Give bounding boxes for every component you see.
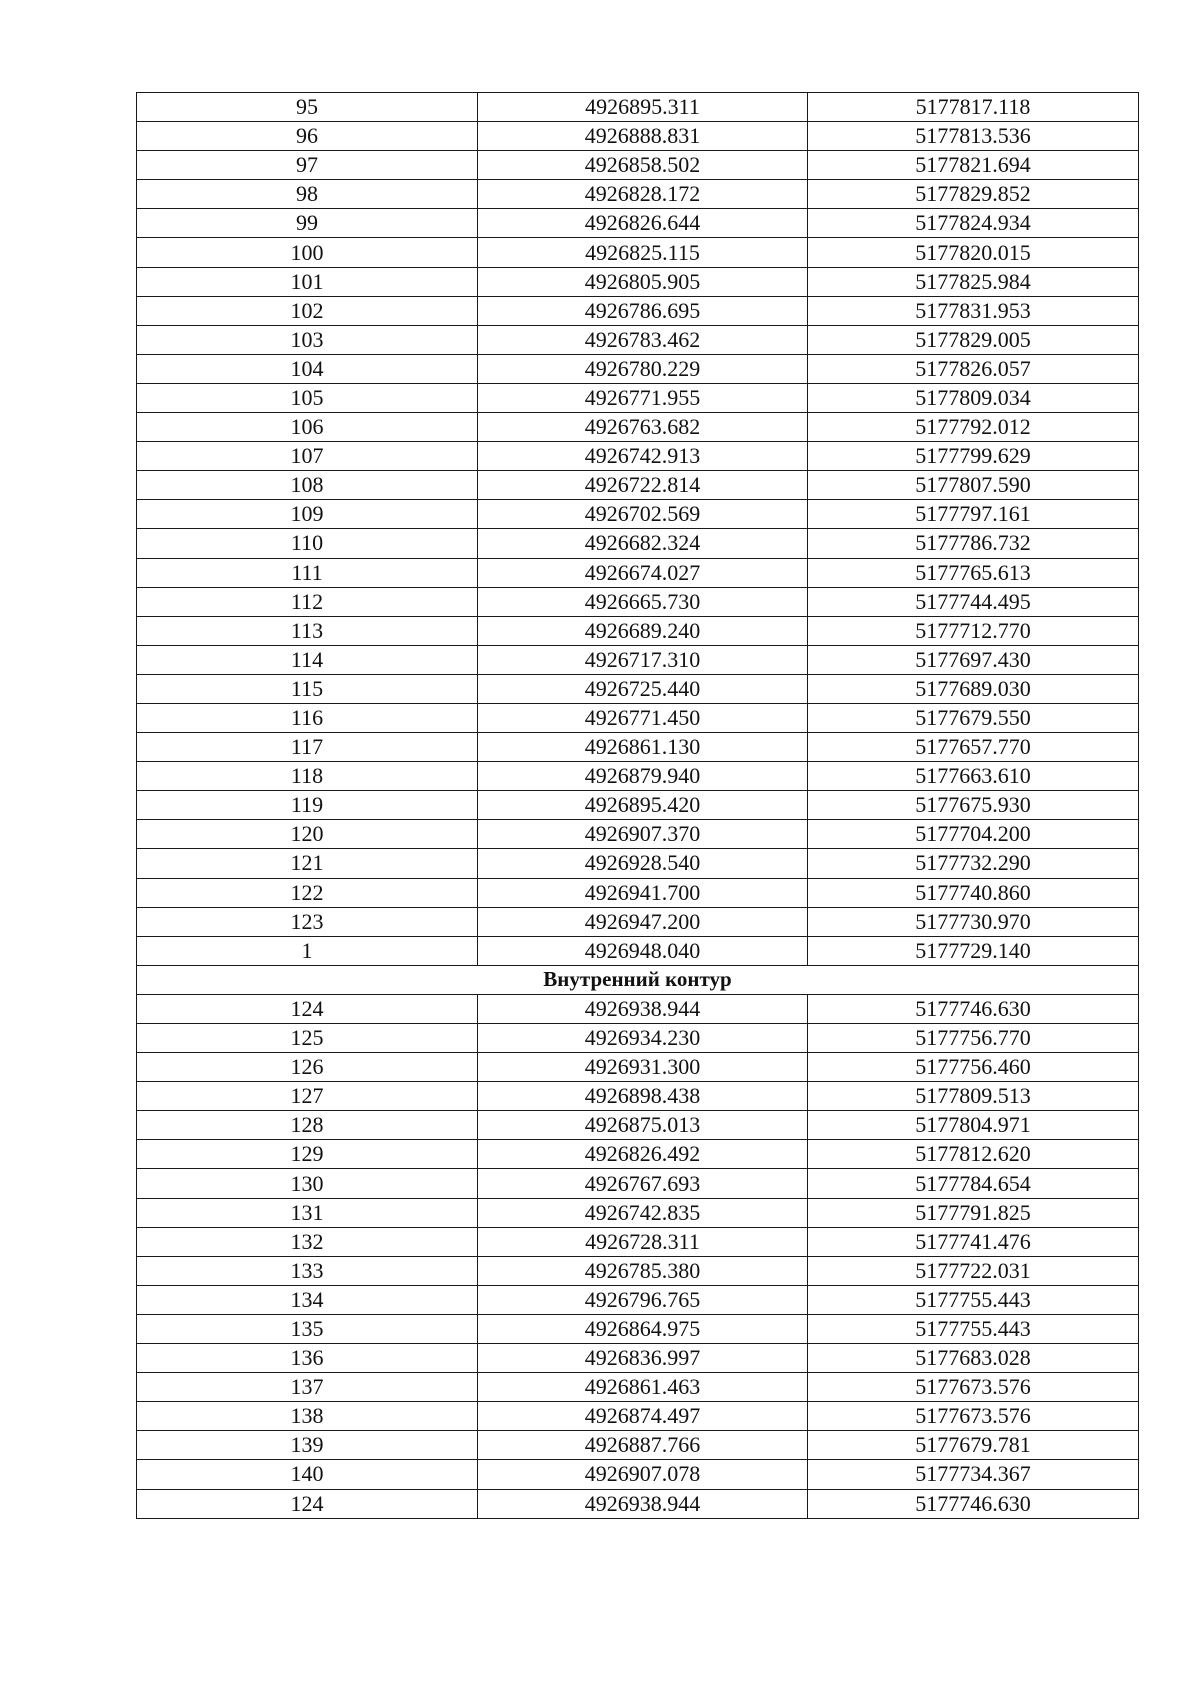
table-row: [137, 413, 1139, 442]
table-row: [137, 1460, 1139, 1489]
y-coordinate-cell: 5177820.015: [808, 238, 1139, 267]
point-number-cell: 117: [137, 733, 478, 762]
y-coordinate-cell: 5177817.118: [808, 93, 1139, 122]
table-row: [137, 180, 1139, 209]
point-number-cell: 128: [137, 1111, 478, 1140]
table-row: [137, 209, 1139, 238]
x-coordinate-cell: 4926887.766: [478, 1431, 808, 1460]
x-coordinate-cell: 4926898.438: [478, 1082, 808, 1111]
point-number-cell: 124: [137, 994, 478, 1023]
y-coordinate-cell: 5177797.161: [808, 500, 1139, 529]
section-title: Внутренний контур: [137, 965, 1139, 994]
y-coordinate-cell: 5177799.629: [808, 442, 1139, 471]
table-row: [137, 1140, 1139, 1169]
x-coordinate-cell: 4926763.682: [478, 413, 808, 442]
table-row: [137, 500, 1139, 529]
point-number-cell: 99: [137, 209, 478, 238]
x-coordinate-cell: 4926665.730: [478, 587, 808, 616]
table-row: [137, 558, 1139, 587]
point-number-cell: 129: [137, 1140, 478, 1169]
point-number-cell: 101: [137, 267, 478, 296]
y-coordinate-cell: 5177829.005: [808, 325, 1139, 354]
table-row: [137, 616, 1139, 645]
point-number-cell: 140: [137, 1460, 478, 1489]
y-coordinate-cell: 5177756.770: [808, 1024, 1139, 1053]
x-coordinate-cell: 4926941.700: [478, 878, 808, 907]
table-row: [137, 325, 1139, 354]
y-coordinate-cell: 5177791.825: [808, 1198, 1139, 1227]
x-coordinate-cell: 4926826.492: [478, 1140, 808, 1169]
table-row: [137, 1285, 1139, 1314]
x-coordinate-cell: 4926786.695: [478, 296, 808, 325]
table-row: [137, 93, 1139, 122]
table-row: [137, 587, 1139, 616]
table-row: [137, 674, 1139, 703]
table-row: [137, 762, 1139, 791]
x-coordinate-cell: 4926907.370: [478, 820, 808, 849]
point-number-cell: 100: [137, 238, 478, 267]
table-row: [137, 238, 1139, 267]
point-number-cell: 127: [137, 1082, 478, 1111]
y-coordinate-cell: 5177657.770: [808, 733, 1139, 762]
table-row: [137, 1314, 1139, 1343]
table-row: [137, 994, 1139, 1023]
point-number-cell: 113: [137, 616, 478, 645]
point-number-cell: 132: [137, 1227, 478, 1256]
table-row: [137, 383, 1139, 412]
point-number-cell: 138: [137, 1402, 478, 1431]
y-coordinate-cell: 5177826.057: [808, 354, 1139, 383]
table-row: [137, 1373, 1139, 1402]
table-row: [137, 791, 1139, 820]
point-number-cell: 139: [137, 1431, 478, 1460]
point-number-cell: 133: [137, 1256, 478, 1285]
x-coordinate-cell: 4926895.420: [478, 791, 808, 820]
point-number-cell: 134: [137, 1285, 478, 1314]
table-row: [137, 1431, 1139, 1460]
point-number-cell: 123: [137, 907, 478, 936]
x-coordinate-cell: 4926931.300: [478, 1053, 808, 1082]
y-coordinate-cell: 5177675.930: [808, 791, 1139, 820]
x-coordinate-cell: 4926938.944: [478, 1489, 808, 1518]
x-coordinate-cell: 4926858.502: [478, 151, 808, 180]
y-coordinate-cell: 5177746.630: [808, 994, 1139, 1023]
point-number-cell: 112: [137, 587, 478, 616]
x-coordinate-cell: 4926825.115: [478, 238, 808, 267]
x-coordinate-cell: 4926767.693: [478, 1169, 808, 1198]
point-number-cell: 135: [137, 1314, 478, 1343]
coordinates-table-body: [137, 93, 1139, 1519]
table-row: [137, 1489, 1139, 1518]
y-coordinate-cell: 5177729.140: [808, 936, 1139, 965]
table-row: [137, 849, 1139, 878]
y-coordinate-cell: 5177784.654: [808, 1169, 1139, 1198]
table-row: [137, 471, 1139, 500]
y-coordinate-cell: 5177732.290: [808, 849, 1139, 878]
y-coordinate-cell: 5177755.443: [808, 1285, 1139, 1314]
x-coordinate-cell: 4926826.644: [478, 209, 808, 238]
y-coordinate-cell: 5177722.031: [808, 1256, 1139, 1285]
point-number-cell: 105: [137, 383, 478, 412]
y-coordinate-cell: 5177689.030: [808, 674, 1139, 703]
point-number-cell: 121: [137, 849, 478, 878]
y-coordinate-cell: 5177792.012: [808, 413, 1139, 442]
point-number-cell: 103: [137, 325, 478, 354]
x-coordinate-cell: 4926895.311: [478, 93, 808, 122]
table-row: [137, 733, 1139, 762]
y-coordinate-cell: 5177829.852: [808, 180, 1139, 209]
table-row: [137, 354, 1139, 383]
point-number-cell: 107: [137, 442, 478, 471]
y-coordinate-cell: 5177813.536: [808, 122, 1139, 151]
y-coordinate-cell: 5177809.513: [808, 1082, 1139, 1111]
y-coordinate-cell: 5177679.550: [808, 703, 1139, 732]
table-row: [137, 820, 1139, 849]
y-coordinate-cell: 5177765.613: [808, 558, 1139, 587]
y-coordinate-cell: 5177809.034: [808, 383, 1139, 412]
x-coordinate-cell: 4926828.172: [478, 180, 808, 209]
table-row: [137, 442, 1139, 471]
table-row: [137, 1344, 1139, 1373]
table-row: [137, 267, 1139, 296]
x-coordinate-cell: 4926928.540: [478, 849, 808, 878]
x-coordinate-cell: 4926783.462: [478, 325, 808, 354]
point-number-cell: 97: [137, 151, 478, 180]
x-coordinate-cell: 4926771.450: [478, 703, 808, 732]
y-coordinate-cell: 5177741.476: [808, 1227, 1139, 1256]
y-coordinate-cell: 5177673.576: [808, 1373, 1139, 1402]
x-coordinate-cell: 4926728.311: [478, 1227, 808, 1256]
section-header-row: [137, 965, 1139, 994]
table-row: [137, 1169, 1139, 1198]
x-coordinate-cell: 4926874.497: [478, 1402, 808, 1431]
point-number-cell: 119: [137, 791, 478, 820]
y-coordinate-cell: 5177821.694: [808, 151, 1139, 180]
point-number-cell: 110: [137, 529, 478, 558]
x-coordinate-cell: 4926861.463: [478, 1373, 808, 1402]
y-coordinate-cell: 5177812.620: [808, 1140, 1139, 1169]
x-coordinate-cell: 4926836.997: [478, 1344, 808, 1373]
point-number-cell: 95: [137, 93, 478, 122]
x-coordinate-cell: 4926934.230: [478, 1024, 808, 1053]
table-row: [137, 1198, 1139, 1227]
x-coordinate-cell: 4926780.229: [478, 354, 808, 383]
x-coordinate-cell: 4926742.835: [478, 1198, 808, 1227]
point-number-cell: 104: [137, 354, 478, 383]
point-number-cell: 122: [137, 878, 478, 907]
x-coordinate-cell: 4926805.905: [478, 267, 808, 296]
table-row: [137, 1024, 1139, 1053]
x-coordinate-cell: 4926722.814: [478, 471, 808, 500]
y-coordinate-cell: 5177744.495: [808, 587, 1139, 616]
point-number-cell: 1: [137, 936, 478, 965]
x-coordinate-cell: 4926682.324: [478, 529, 808, 558]
y-coordinate-cell: 5177712.770: [808, 616, 1139, 645]
point-number-cell: 137: [137, 1373, 478, 1402]
point-number-cell: 136: [137, 1344, 478, 1373]
table-row: [137, 878, 1139, 907]
point-number-cell: 115: [137, 674, 478, 703]
y-coordinate-cell: 5177663.610: [808, 762, 1139, 791]
x-coordinate-cell: 4926864.975: [478, 1314, 808, 1343]
point-number-cell: 116: [137, 703, 478, 732]
point-number-cell: 109: [137, 500, 478, 529]
point-number-cell: 114: [137, 645, 478, 674]
x-coordinate-cell: 4926785.380: [478, 1256, 808, 1285]
x-coordinate-cell: 4926875.013: [478, 1111, 808, 1140]
x-coordinate-cell: 4926674.027: [478, 558, 808, 587]
table-row: [137, 1227, 1139, 1256]
point-number-cell: 125: [137, 1024, 478, 1053]
point-number-cell: 118: [137, 762, 478, 791]
table-row: [137, 907, 1139, 936]
table-row: [137, 151, 1139, 180]
y-coordinate-cell: 5177673.576: [808, 1402, 1139, 1431]
x-coordinate-cell: 4926947.200: [478, 907, 808, 936]
y-coordinate-cell: 5177746.630: [808, 1489, 1139, 1518]
table-row: [137, 1402, 1139, 1431]
x-coordinate-cell: 4926725.440: [478, 674, 808, 703]
y-coordinate-cell: 5177831.953: [808, 296, 1139, 325]
y-coordinate-cell: 5177740.860: [808, 878, 1139, 907]
point-number-cell: 106: [137, 413, 478, 442]
x-coordinate-cell: 4926879.940: [478, 762, 808, 791]
x-coordinate-cell: 4926702.569: [478, 500, 808, 529]
point-number-cell: 131: [137, 1198, 478, 1227]
table-row: [137, 703, 1139, 732]
table-row: [137, 645, 1139, 674]
x-coordinate-cell: 4926907.078: [478, 1460, 808, 1489]
y-coordinate-cell: 5177825.984: [808, 267, 1139, 296]
point-number-cell: 124: [137, 1489, 478, 1518]
x-coordinate-cell: 4926771.955: [478, 383, 808, 412]
y-coordinate-cell: 5177786.732: [808, 529, 1139, 558]
point-number-cell: 126: [137, 1053, 478, 1082]
table-row: [137, 529, 1139, 558]
point-number-cell: 98: [137, 180, 478, 209]
y-coordinate-cell: 5177804.971: [808, 1111, 1139, 1140]
coordinates-table: [136, 92, 1139, 1519]
point-number-cell: 111: [137, 558, 478, 587]
table-row: [137, 936, 1139, 965]
y-coordinate-cell: 5177756.460: [808, 1053, 1139, 1082]
point-number-cell: 108: [137, 471, 478, 500]
x-coordinate-cell: 4926742.913: [478, 442, 808, 471]
table-row: [137, 1082, 1139, 1111]
y-coordinate-cell: 5177683.028: [808, 1344, 1139, 1373]
point-number-cell: 102: [137, 296, 478, 325]
table-row: [137, 1111, 1139, 1140]
x-coordinate-cell: 4926888.831: [478, 122, 808, 151]
y-coordinate-cell: 5177755.443: [808, 1314, 1139, 1343]
table-row: [137, 1053, 1139, 1082]
x-coordinate-cell: 4926717.310: [478, 645, 808, 674]
y-coordinate-cell: 5177734.367: [808, 1460, 1139, 1489]
y-coordinate-cell: 5177679.781: [808, 1431, 1139, 1460]
x-coordinate-cell: 4926796.765: [478, 1285, 808, 1314]
table-row: [137, 122, 1139, 151]
y-coordinate-cell: 5177807.590: [808, 471, 1139, 500]
point-number-cell: 96: [137, 122, 478, 151]
y-coordinate-cell: 5177697.430: [808, 645, 1139, 674]
table-row: [137, 296, 1139, 325]
y-coordinate-cell: 5177824.934: [808, 209, 1139, 238]
x-coordinate-cell: 4926938.944: [478, 994, 808, 1023]
y-coordinate-cell: 5177730.970: [808, 907, 1139, 936]
x-coordinate-cell: 4926861.130: [478, 733, 808, 762]
point-number-cell: 130: [137, 1169, 478, 1198]
x-coordinate-cell: 4926948.040: [478, 936, 808, 965]
table-row: [137, 1256, 1139, 1285]
x-coordinate-cell: 4926689.240: [478, 616, 808, 645]
y-coordinate-cell: 5177704.200: [808, 820, 1139, 849]
point-number-cell: 120: [137, 820, 478, 849]
